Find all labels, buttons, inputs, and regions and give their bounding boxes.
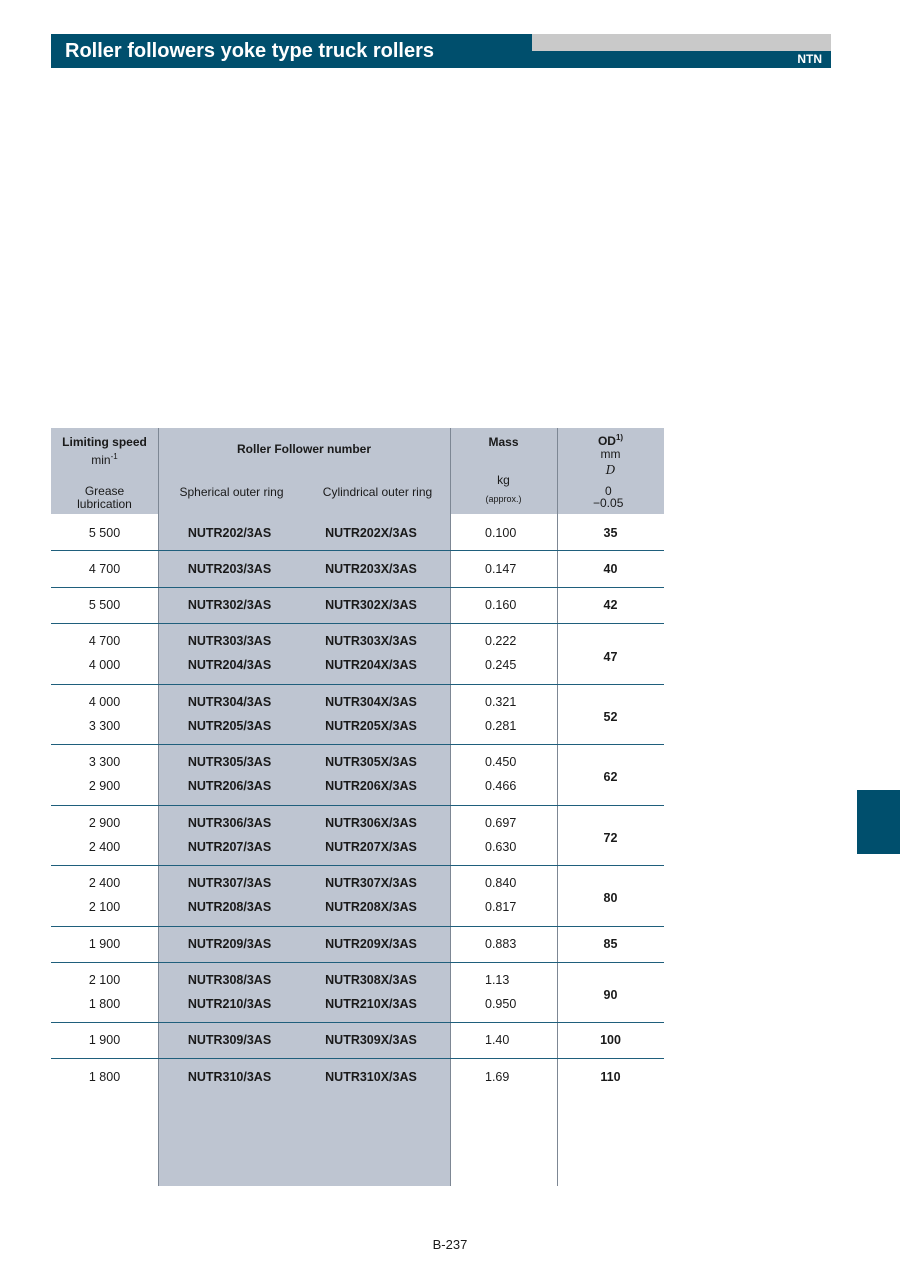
- cell-mass: 0.697: [485, 816, 517, 830]
- row-separator: [51, 1058, 664, 1059]
- cell-od: 72: [603, 831, 618, 845]
- cell-mass: 0.245: [485, 658, 517, 672]
- cell-speed: 1 900: [88, 1033, 121, 1047]
- header-tolerance-lower: −0.05: [593, 496, 624, 510]
- cell-spherical: NUTR305/3AS: [187, 755, 272, 769]
- row-separator: [51, 1022, 664, 1023]
- header-tolerance-upper: 0: [605, 484, 612, 498]
- cell-cylindrical: NUTR209X/3AS: [325, 937, 417, 951]
- cell-od: 62: [603, 770, 618, 784]
- cell-mass: 0.630: [485, 840, 517, 854]
- cell-speed: 1 900: [88, 937, 121, 951]
- row-separator: [51, 805, 664, 806]
- cell-cylindrical: NUTR204X/3AS: [325, 658, 417, 672]
- cell-cylindrical: NUTR309X/3AS: [325, 1033, 417, 1047]
- page-number: B-237: [432, 1237, 468, 1252]
- cell-cylindrical: NUTR303X/3AS: [325, 634, 417, 648]
- cell-mass: 1.13: [485, 973, 510, 987]
- header-mass-unit: kg: [497, 473, 510, 487]
- cell-speed: 2 400: [88, 840, 121, 854]
- cell-spherical: NUTR307/3AS: [187, 876, 272, 890]
- cell-mass: 0.883: [485, 937, 517, 951]
- cell-mass: 0.321: [485, 695, 517, 709]
- row-separator: [51, 926, 664, 927]
- row-separator: [51, 744, 664, 745]
- cell-cylindrical: NUTR304X/3AS: [325, 695, 417, 709]
- cell-spherical: NUTR206/3AS: [187, 779, 272, 793]
- cell-cylindrical: NUTR203X/3AS: [325, 562, 417, 576]
- cell-speed: 5 500: [88, 526, 121, 540]
- row-separator: [51, 550, 664, 551]
- cell-spherical: NUTR306/3AS: [187, 816, 272, 830]
- brand-label: NTN: [532, 51, 831, 68]
- cell-spherical: NUTR207/3AS: [187, 840, 272, 854]
- cell-od: 52: [603, 710, 618, 724]
- cell-spherical: NUTR310/3AS: [187, 1070, 272, 1084]
- cell-cylindrical: NUTR306X/3AS: [325, 816, 417, 830]
- cell-spherical: NUTR309/3AS: [187, 1033, 272, 1047]
- row-separator: [51, 962, 664, 963]
- cell-mass: 0.147: [485, 562, 517, 576]
- header-limiting-speed: Limiting speed: [62, 435, 147, 449]
- cell-od: 35: [603, 526, 618, 540]
- cell-mass: 1.69: [485, 1070, 510, 1084]
- cell-speed: 4 700: [88, 634, 121, 648]
- cell-speed: 4 000: [88, 658, 121, 672]
- cell-speed: 4 000: [88, 695, 121, 709]
- header-roller-follower-number: Roller Follower number: [236, 442, 371, 456]
- cell-mass: 0.817: [485, 900, 517, 914]
- cell-mass: 0.160: [485, 598, 517, 612]
- cell-spherical: NUTR205/3AS: [187, 719, 272, 733]
- cell-spherical: NUTR308/3AS: [187, 973, 272, 987]
- cell-spherical: NUTR304/3AS: [187, 695, 272, 709]
- cell-od: 90: [603, 988, 618, 1002]
- header-cylindrical-outer-ring: Cylindrical outer ring: [322, 485, 433, 499]
- row-separator: [51, 587, 664, 588]
- od-text: OD: [597, 434, 616, 448]
- cell-mass: 0.222: [485, 634, 517, 648]
- cell-mass: 0.840: [485, 876, 517, 890]
- cell-mass: 0.281: [485, 719, 517, 733]
- header-approx: (approx.): [485, 494, 522, 504]
- cell-cylindrical: NUTR210X/3AS: [325, 997, 417, 1011]
- cell-spherical: NUTR302/3AS: [187, 598, 272, 612]
- cell-od: 80: [603, 891, 618, 905]
- cell-od: 42: [603, 598, 618, 612]
- header-grease: Grease: [84, 484, 125, 498]
- row-separator: [51, 684, 664, 685]
- cell-speed: 4 700: [88, 562, 121, 576]
- cell-cylindrical: NUTR205X/3AS: [325, 719, 417, 733]
- cell-speed: 3 300: [88, 755, 121, 769]
- header-od-symbol: D: [605, 463, 616, 477]
- cell-cylindrical: NUTR208X/3AS: [325, 900, 417, 914]
- cell-cylindrical: NUTR308X/3AS: [325, 973, 417, 987]
- cell-speed: 5 500: [88, 598, 121, 612]
- cell-od: 110: [600, 1070, 621, 1084]
- page-title: Roller followers yoke type truck rollers: [51, 34, 532, 68]
- od-footnote: 1): [615, 433, 624, 442]
- cell-speed: 2 900: [88, 779, 121, 793]
- cell-speed: 1 800: [88, 997, 121, 1011]
- cell-speed: 1 800: [88, 1070, 121, 1084]
- cell-cylindrical: NUTR202X/3AS: [325, 526, 417, 540]
- speed-unit-text: min: [91, 453, 111, 467]
- cell-spherical: NUTR303/3AS: [187, 634, 272, 648]
- cell-cylindrical: NUTR206X/3AS: [325, 779, 417, 793]
- cell-cylindrical: NUTR207X/3AS: [325, 840, 417, 854]
- cell-spherical: NUTR209/3AS: [187, 937, 272, 951]
- cell-spherical: NUTR210/3AS: [187, 997, 272, 1011]
- cell-speed: 2 100: [88, 900, 121, 914]
- cell-speed: 2 100: [88, 973, 121, 987]
- cell-cylindrical: NUTR302X/3AS: [325, 598, 417, 612]
- speed-unit-exponent: -1: [110, 452, 118, 461]
- cell-cylindrical: NUTR310X/3AS: [325, 1070, 417, 1084]
- cell-mass: 0.100: [485, 526, 517, 540]
- header-speed-unit: [51, 450, 158, 467]
- header-spherical-outer-ring: Spherical outer ring: [179, 485, 284, 499]
- cell-od: 100: [600, 1033, 621, 1047]
- cell-spherical: NUTR204/3AS: [187, 658, 272, 672]
- cell-cylindrical: NUTR305X/3AS: [325, 755, 417, 769]
- header-lubrication: lubrication: [77, 497, 132, 511]
- cell-spherical: NUTR202/3AS: [187, 526, 272, 540]
- cell-mass: 0.466: [485, 779, 517, 793]
- cell-cylindrical: NUTR307X/3AS: [325, 876, 417, 890]
- header-mass: Mass: [488, 435, 519, 449]
- cell-spherical: NUTR203/3AS: [187, 562, 272, 576]
- row-separator: [51, 623, 664, 624]
- header-od-unit: mm: [600, 447, 621, 461]
- row-separator: [51, 865, 664, 866]
- cell-mass: 1.40: [485, 1033, 510, 1047]
- cell-mass: 0.950: [485, 997, 517, 1011]
- header-od: [557, 431, 664, 448]
- cell-od: 47: [603, 650, 618, 664]
- cell-speed: 2 400: [88, 876, 121, 890]
- cell-mass: 0.450: [485, 755, 517, 769]
- cell-spherical: NUTR208/3AS: [187, 900, 272, 914]
- cell-od: 40: [603, 562, 618, 576]
- cell-speed: 2 900: [88, 816, 121, 830]
- header-gray-band: [532, 34, 831, 51]
- cell-speed: 3 300: [88, 719, 121, 733]
- cell-od: 85: [603, 937, 618, 951]
- section-tab: [857, 790, 900, 854]
